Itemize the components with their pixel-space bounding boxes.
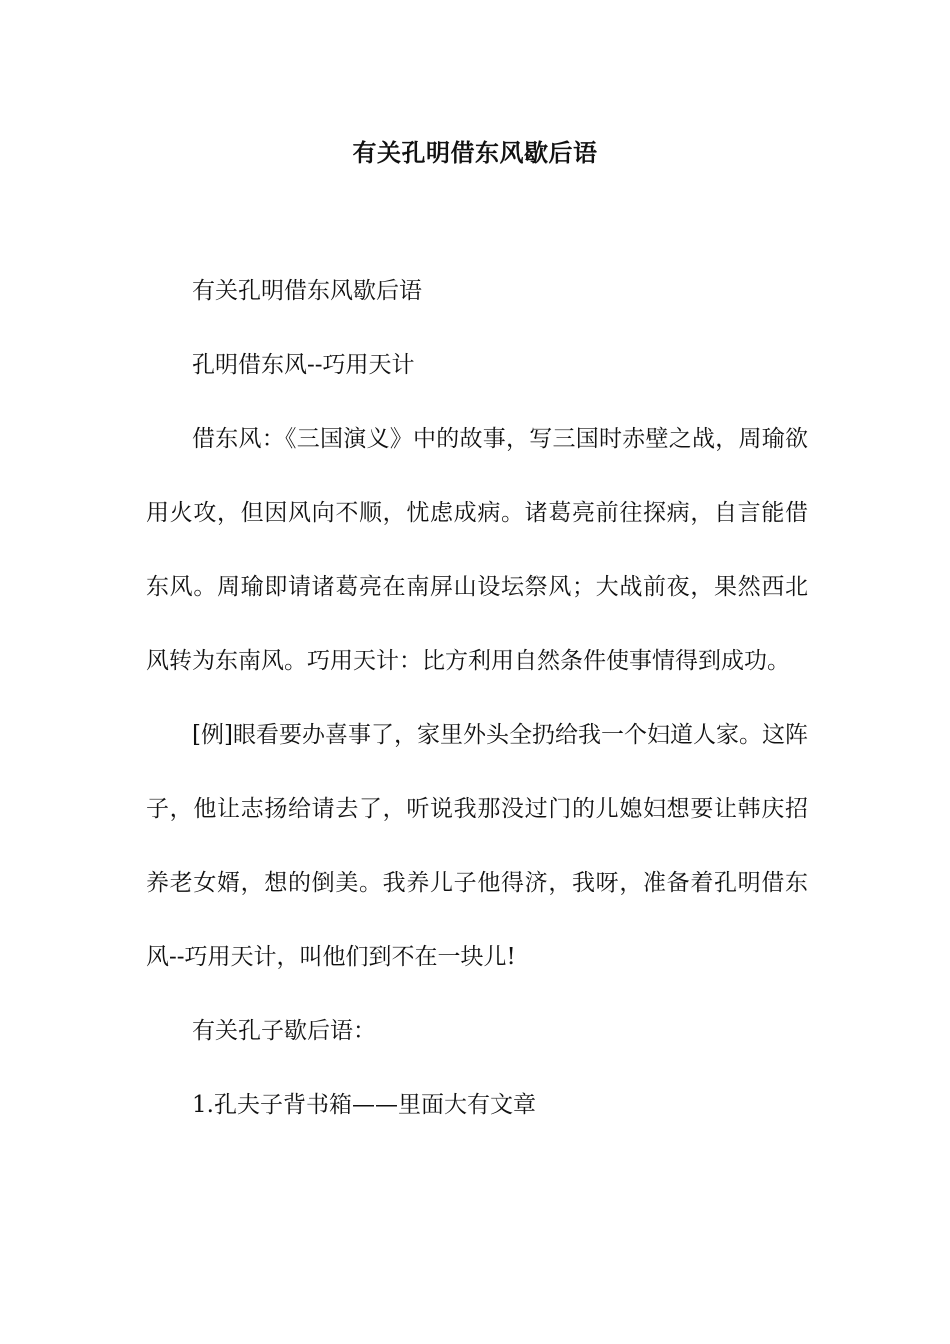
paragraph-section-heading: 有关孔子歇后语： <box>192 1018 376 1044</box>
paragraph-proverb: 孔明借东风--巧用天计 <box>192 352 415 378</box>
paragraph-list-item: 1.孔夫子背书箱——里面大有文章 <box>192 1092 536 1118</box>
paragraph-example: [例]眼看要办喜事了，家里外头全扔给我一个妇道人家。这阵子，他让志扬给请去了，听说我那没过门的儿媳妇想要让韩庆招养老女婿，想的倒美。我养儿子他得济，我呀，准备着孔明借东风--巧用天计，叫他们到不在一块儿! <box>146 722 808 970</box>
document-title: 有关孔明借东风歇后语 <box>352 138 598 167</box>
paragraph-subtitle: 有关孔明借东风歇后语 <box>192 278 422 304</box>
document-body <box>146 254 808 1142</box>
paragraph-explanation: 借东风：《三国演义》中的故事，写三国时赤壁之战，周瑜欲用火攻，但因风向不顺，忧虑成病。诸葛亮前往探病，自言能借东风。周瑜即请诸葛亮在南屏山设坛祭风；大战前夜，果然西北风转为东南风。巧用天计：比方利用自然条件使事情得到成功。 <box>146 426 808 674</box>
